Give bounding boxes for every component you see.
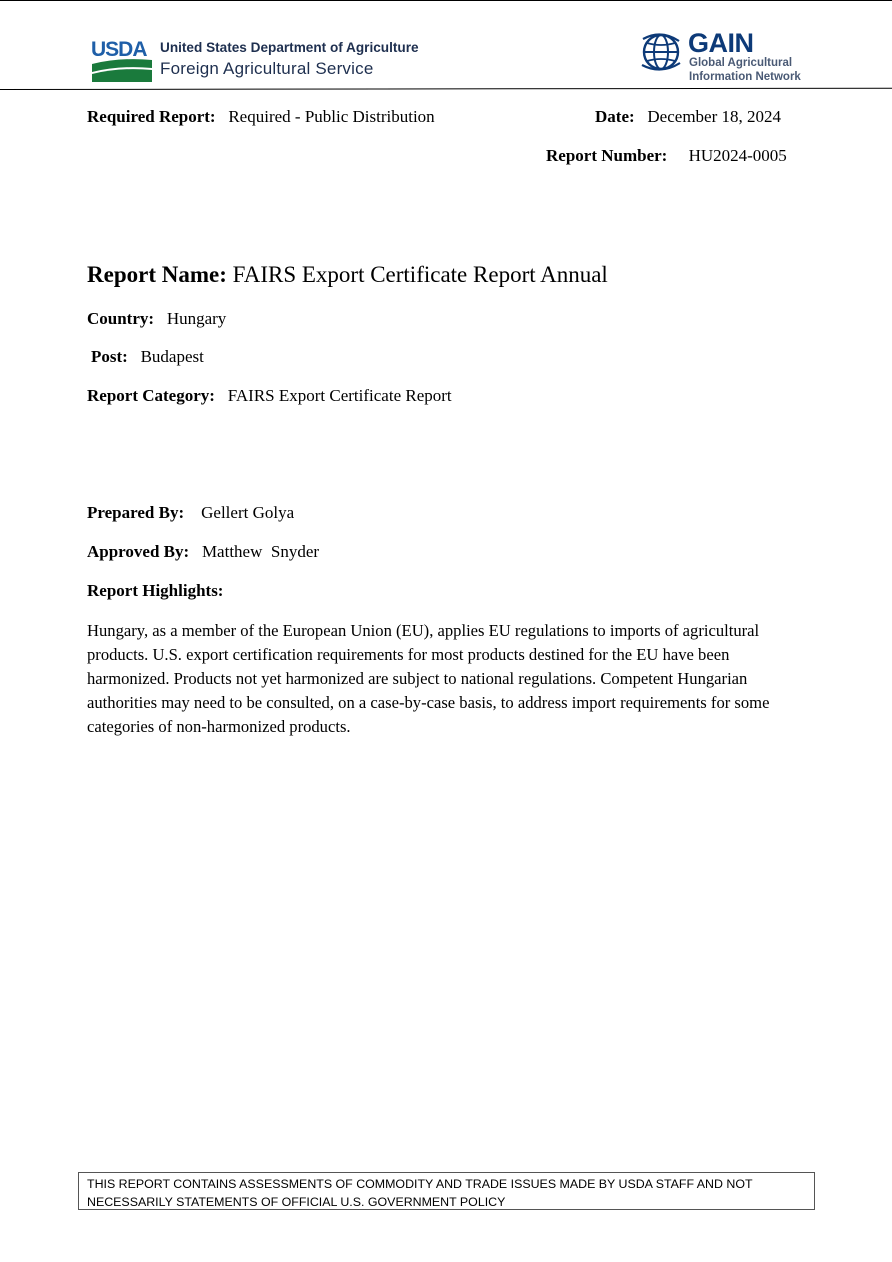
country-label: Country: — [87, 309, 155, 328]
post-value: Budapest — [140, 347, 204, 366]
report-date — [595, 107, 781, 127]
agency-service: Foreign Agricultural Service — [160, 59, 374, 78]
post-label: Post: — [91, 347, 128, 366]
report-number-value: HU2024-0005 — [688, 146, 787, 165]
prepared-by-label: Prepared By: — [87, 503, 185, 522]
category-value: FAIRS Export Certificate Report — [227, 386, 452, 405]
agency-name: United States Department of Agriculture — [160, 40, 419, 55]
date-value: December 18, 2024 — [647, 107, 781, 126]
report-name — [87, 262, 608, 288]
report-name-value: FAIRS Export Certificate Report Annual — [232, 262, 608, 287]
report-number — [546, 146, 787, 166]
date-label: Date: — [595, 107, 635, 126]
prepared-by — [87, 503, 294, 523]
usda-logo-text: USDA — [91, 38, 147, 61]
report-number-label: Report Number: — [546, 146, 668, 165]
report-name-label: Report Name: — [87, 262, 227, 287]
report-category — [87, 386, 452, 406]
post — [91, 347, 204, 367]
required-report-label: Required Report: — [87, 107, 216, 126]
country — [87, 309, 226, 329]
gain-subtitle-line2: Information Network — [689, 71, 801, 83]
header-divider — [0, 88, 892, 90]
report-highlights-heading: Report Highlights: — [87, 581, 224, 600]
gain-title: GAIN — [688, 28, 754, 58]
country-value: Hungary — [166, 309, 227, 328]
approved-by — [87, 542, 319, 562]
category-label: Report Category: — [87, 386, 215, 405]
prepared-by-value: Gellert Golya — [201, 503, 295, 522]
report-highlights-body: Hungary, as a member of the European Union (EU), applies EU regulations to imports of agricultural products. U.S. export certification requirements for most products destined for the EU have been harmonized. Products not yet harmonized are subject to national regulations. Competent Hungarian authorities may need to be consulted, on a case-by-case basis, to address import requirements for some categories of non-harmonized products. — [87, 621, 770, 736]
disclaimer-box: THIS REPORT CONTAINS ASSESSMENTS OF COMMODITY AND TRADE ISSUES MADE BY USDA STAFF AND NOT NECESSARILY STATEMENTS OF OFFICIAL U.S. GOVERNMENT POLICY — [78, 1172, 815, 1210]
approved-by-label: Approved By: — [87, 542, 190, 561]
page-top-border — [0, 0, 892, 1]
globe-icon — [640, 31, 682, 73]
approved-by-value: Matthew Snyder — [201, 542, 320, 561]
required-report — [87, 107, 435, 127]
required-report-value: Required - Public Distribution — [228, 107, 435, 126]
gain-subtitle-line1: Global Agricultural — [689, 57, 793, 69]
